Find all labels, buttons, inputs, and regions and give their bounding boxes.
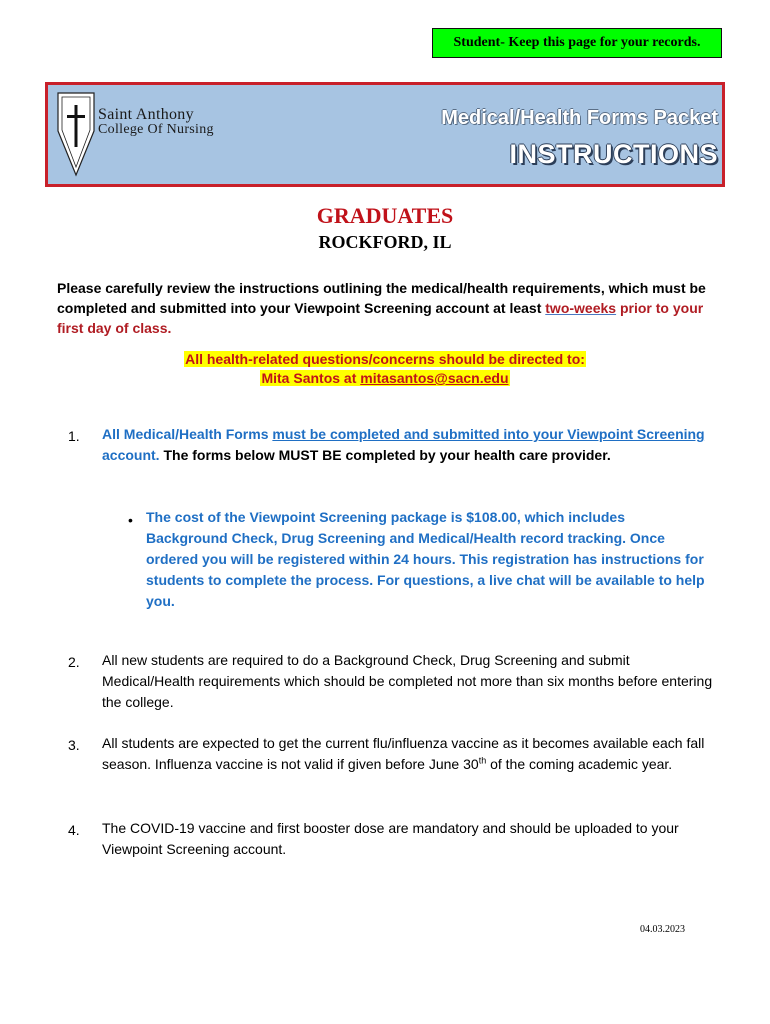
item-4: The COVID-19 vaccine and first booster dose are mandatory and should be uploaded to your Viewpoint Screening account. — [102, 820, 679, 857]
item-3-sup: th — [478, 755, 487, 766]
item-2-number: 2. — [68, 654, 80, 670]
contact-name: Mita Santos at — [261, 370, 361, 386]
item-2: All new students are required to do a Background Check, Drug Screening and submit Medical/Health requirements which should be completed not more than six months before entering the college. — [102, 652, 713, 710]
item-3-text-b: of the coming academic year. — [486, 756, 673, 772]
location-title: ROCKFORD, IL — [318, 232, 452, 252]
college-name — [98, 107, 214, 137]
item-4-number: 4. — [68, 822, 80, 838]
college-name-line1: Saint Anthony — [98, 106, 194, 123]
contact-line1: All health-related questions/concerns should be directed to: — [185, 351, 585, 367]
records-notice: Student- Keep this page for your records. — [432, 28, 722, 58]
item-3-text-a: All students are expected to get the current flu/influenza vaccine as it becomes available each fall season. Influenza vaccine is not valid if given before June 30 — [102, 735, 705, 772]
item-3-number: 3. — [68, 737, 80, 753]
bullet-dot-icon: • — [128, 512, 133, 528]
intro-tail: prior to your first day of class. — [57, 300, 704, 336]
contact-block — [0, 350, 770, 388]
intro-deadline: two-weeks — [545, 300, 617, 316]
item-1 — [102, 424, 722, 466]
packet-title: Medical/Health Forms Packet — [441, 107, 718, 129]
header-banner — [45, 82, 725, 187]
cost-bullet: The cost of the Viewpoint Screening package is $108.00, which includes Background Check, Drug Screening and Medical/Health record tracking. Once ordered you will be registered within 24 hours. This registration has instructions for students to complete the process. For questions, a live chat will be available to help you. — [146, 509, 705, 609]
item-1-lead-tail: account. — [102, 447, 160, 463]
contact-email-link[interactable]: mitasantos@sacn.edu — [360, 370, 509, 386]
college-name-line2: College Of Nursing — [98, 122, 214, 137]
footer-date: 04.03.2023 — [640, 924, 685, 935]
item-1-rest: The forms below MUST BE completed by your health care provider. — [159, 447, 611, 463]
college-seal-icon — [56, 91, 96, 177]
item-1-lead: All Medical/Health Forms — [102, 426, 273, 442]
item-1-number: 1. — [68, 428, 80, 444]
instructions-heading: INSTRUCTIONS — [509, 139, 718, 169]
intro-paragraph — [57, 278, 707, 338]
intro-text: Please carefully review the instructions outlining the medical/health requirements, which must be completed and submitted into your Viewpoint Screening account at least — [57, 280, 706, 316]
audience-title: GRADUATES — [316, 203, 454, 228]
item-3 — [102, 733, 722, 775]
item-1-link[interactable]: must be completed and submitted into your Viewpoint Screening — [272, 426, 705, 442]
